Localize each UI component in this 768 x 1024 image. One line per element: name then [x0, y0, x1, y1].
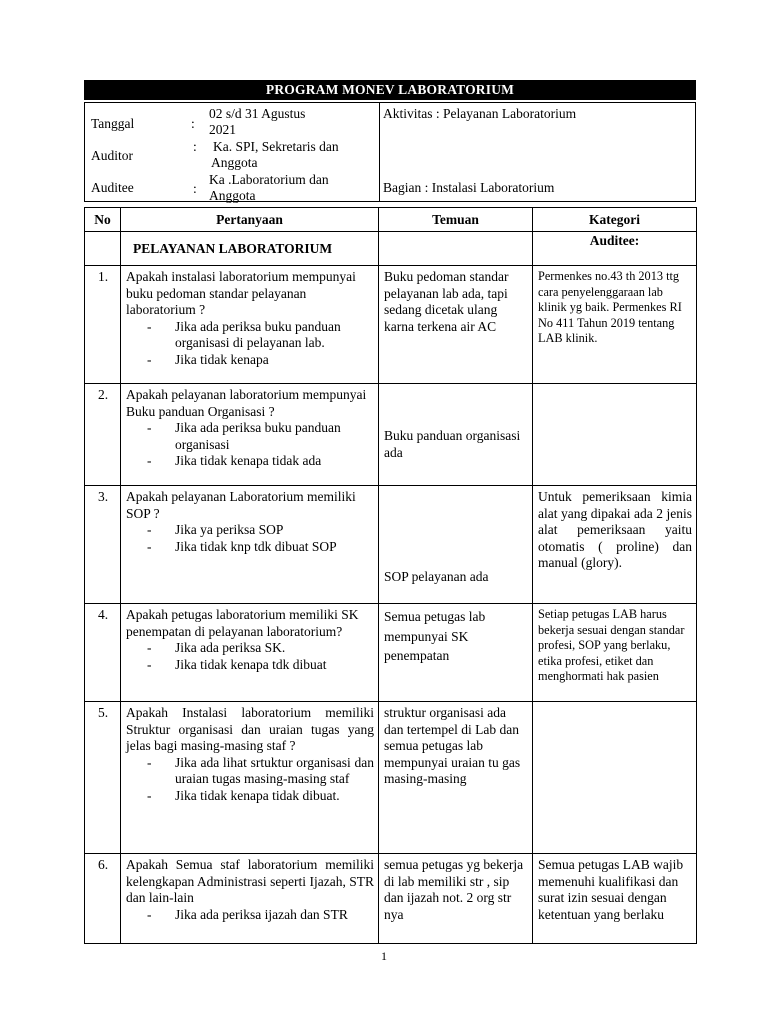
sub-question-list [147, 640, 374, 673]
auditee-label: Auditee [91, 180, 134, 195]
auditor-value-2: Anggota [211, 155, 258, 170]
table-row [85, 702, 697, 854]
section-temuan-cell [379, 232, 533, 266]
kategori-cell: Permenkes no.43 th 2013 ttg cara penyelenggaraan lab klinik yg baik. Permenkes RI No 411 Tahun 2019 tentang LAB klinik. [533, 266, 697, 384]
row-number: 1. [85, 266, 121, 384]
question-cell [121, 486, 379, 604]
sub-question: - Jika ada periksa ijazah dan STR [147, 907, 374, 924]
tanggal-label: Tanggal [91, 116, 135, 131]
table-row [85, 266, 697, 384]
sub-question: - Jika ada periksa buku panduan organisasi di pelayanan lab. [147, 319, 374, 352]
audit-table [84, 207, 697, 944]
temuan-cell: semua petugas yg bekerja di lab memiliki str , sip dan ijazah not. 2 org str nya [379, 854, 533, 944]
temuan-cell: SOP pelayanan ada [379, 486, 533, 604]
question-text: Apakah pelayanan laboratorium mempunyai Buku panduan Organisasi ? [126, 387, 367, 419]
auditor-label: Auditor [91, 148, 133, 163]
section-auditee-cell [533, 232, 697, 266]
temuan-cell: Semua petugas lab mempunyai SK penempatan [379, 604, 533, 702]
section-row [85, 232, 697, 266]
auditor-colon: : [193, 139, 197, 154]
sub-question-list [147, 420, 374, 470]
col-header-temuan: Temuan [379, 208, 533, 232]
sub-question: - Jika ya periksa SOP [147, 522, 374, 539]
table-row [85, 854, 697, 944]
kategori-cell: Untuk pemeriksaan kimia alat yang dipakai ada 2 jenis alat pemeriksaan yaitu otomatis ( proline) dan manual (glory). [533, 486, 697, 604]
kategori-cell [533, 702, 697, 854]
auditee-value-2: Anggota [209, 188, 256, 203]
section-title: PELAYANAN LABORATORIUM [133, 240, 333, 256]
page-number: 1 [381, 949, 387, 963]
question-cell [121, 702, 379, 854]
bagian-text: Bagian : Instalasi Laboratorium [383, 180, 555, 195]
section-no-cell [85, 232, 121, 266]
question-text: Apakah petugas laboratorium memiliki SK penempatan di pelayanan laboratorium? [126, 607, 359, 639]
row-number: 3. [85, 486, 121, 604]
question-cell [121, 266, 379, 384]
document-title: PROGRAM MONEV LABORATORIUM [84, 80, 696, 100]
col-header-no: No [85, 208, 121, 232]
kategori-cell: Semua petugas LAB wajib memenuhi kualifikasi dan surat izin sesuai dengan ketentuan yang berlaku [533, 854, 697, 944]
col-header-kategori: Kategori [533, 208, 697, 232]
sub-question-list [147, 522, 374, 555]
row-number: 2. [85, 384, 121, 486]
header-divider [379, 103, 380, 201]
col-header-pertanyaan: Pertanyaan [121, 208, 379, 232]
auditee-value-1: Ka .Laboratorium dan [209, 172, 329, 187]
row-number: 5. [85, 702, 121, 854]
sub-question-list [147, 755, 374, 805]
tanggal-value-1: 02 s/d 31 Agustus [209, 106, 306, 121]
sub-question: - Jika tidak kenapa tidak ada [147, 453, 374, 470]
sub-question: - Jika tidak kenapa tidak dibuat. [147, 788, 374, 805]
auditee-subheader: Auditee: [589, 233, 640, 248]
question-text: Apakah Semua staf laboratorium memiliki kelengkapan Administrasi seperti Ijazah, STR dan lain-lain [126, 857, 374, 905]
aktivitas-text: Aktivitas : Pelayanan Laboratorium [383, 106, 577, 121]
auditor-value-1: Ka. SPI, Sekretaris dan [213, 139, 339, 154]
sub-question-list [147, 907, 374, 924]
temuan-cell: Buku pedoman standar pelayanan lab ada, tapi sedang dicetak ulang karna terkena air AC [379, 266, 533, 384]
question-text: Apakah pelayanan Laboratorium memiliki SOP ? [126, 489, 356, 521]
sub-question: - Jika tidak knp tdk dibuat SOP [147, 539, 374, 556]
sub-question: - Jika ada lihat srtuktur organisasi dan uraian tugas masing-masing staf [147, 755, 374, 788]
auditee-colon: : [193, 181, 197, 196]
sub-question: - Jika ada periksa SK. [147, 640, 374, 657]
temuan-cell: struktur organisasi ada dan tertempel di Lab dan semua petugas lab mempunyai uraian tu gas masing-masing [379, 702, 533, 854]
temuan-cell: Buku panduan organisasi ada [379, 384, 533, 486]
question-cell [121, 854, 379, 944]
question-cell [121, 384, 379, 486]
tanggal-colon: : [191, 116, 195, 131]
table-row [85, 486, 697, 604]
header-box [84, 102, 696, 202]
row-number: 4. [85, 604, 121, 702]
question-text: Apakah instalasi laboratorium mempunyai buku pedoman standar pelayanan laboratorium ? [126, 269, 356, 317]
table-row [85, 384, 697, 486]
question-text: Apakah Instalasi laboratorium memiliki Struktur organisasi dan uraian tugas yang jelas bagi masing-masing staf ? [126, 705, 374, 753]
question-cell [121, 604, 379, 702]
sub-question: - Jika ada periksa buku panduan organisasi [147, 420, 374, 453]
tanggal-value-2: 2021 [209, 122, 236, 137]
section-title-cell [121, 232, 379, 266]
sub-question-list [147, 319, 374, 369]
kategori-cell [533, 384, 697, 486]
table-row [85, 604, 697, 702]
kategori-cell: Setiap petugas LAB harus bekerja sesuai dengan standar profesi, SOP yang berlaku, etika profesi, etiket dan menghormati hak pasien [533, 604, 697, 702]
sub-question: - Jika tidak kenapa tdk dibuat [147, 657, 374, 674]
sub-question: - Jika tidak kenapa [147, 352, 374, 369]
table-header-row [85, 208, 697, 232]
row-number: 6. [85, 854, 121, 944]
